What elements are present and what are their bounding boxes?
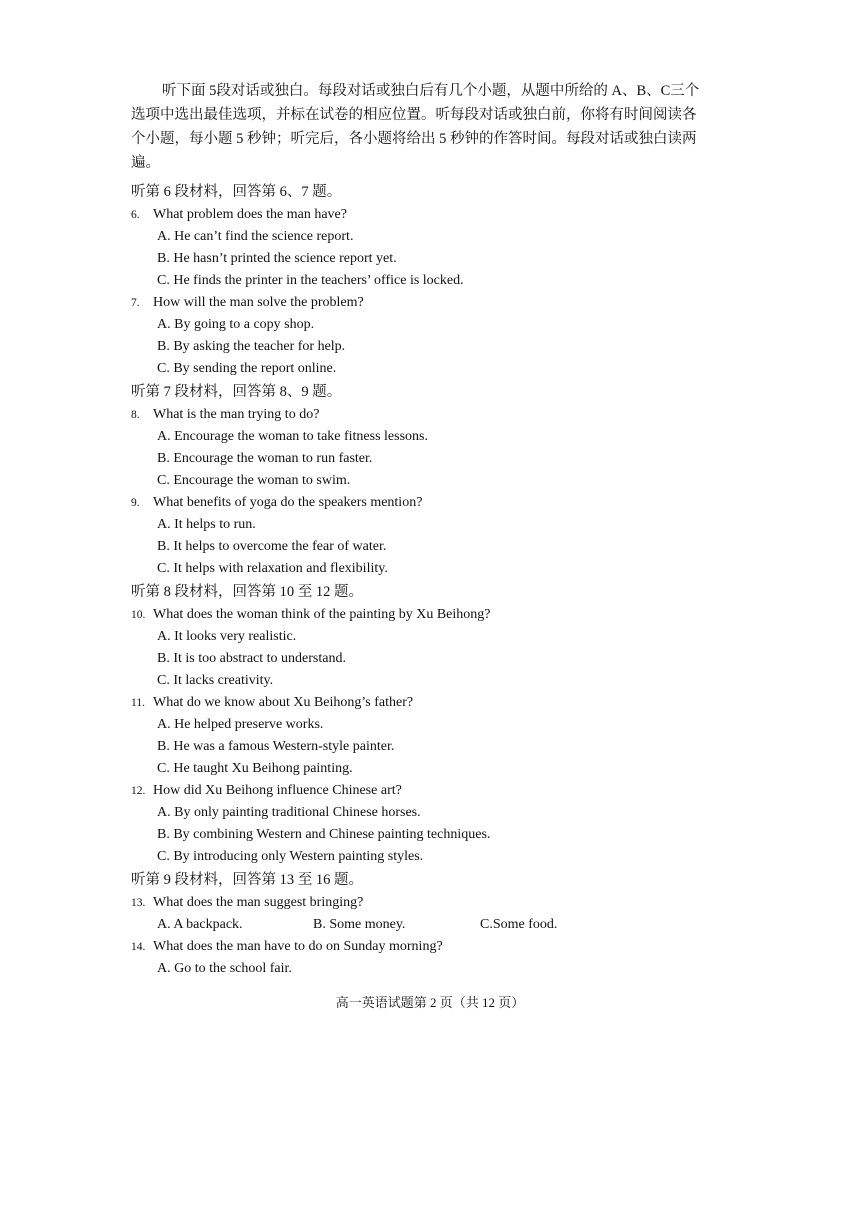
option: A. It looks very realistic. bbox=[157, 629, 297, 644]
section-heading: 听第 6 段材料，回答第 6、7 题。 bbox=[131, 184, 342, 200]
option: A. He helped preserve works. bbox=[157, 717, 324, 732]
question-text: What does the man have to do on Sunday morning? bbox=[153, 939, 443, 954]
question-text: How will the man solve the problem? bbox=[153, 295, 364, 310]
instructions-line: 听下面 5段对话或独白。每段对话或独白后有几个小题，从题中所给的 A、B、C三个 bbox=[162, 83, 700, 99]
question-13 bbox=[131, 892, 771, 914]
question-number: 11. bbox=[131, 697, 145, 709]
question-text: How did Xu Beihong influence Chinese art? bbox=[153, 783, 402, 798]
instructions-line: 选项中选出最佳选项，并标在试卷的相应位置。听每段对话或独白前，你将有时间阅读各 bbox=[131, 107, 697, 123]
option: B. It is too abstract to understand. bbox=[157, 651, 346, 666]
question-12 bbox=[131, 780, 771, 802]
question-10 bbox=[131, 604, 771, 626]
question-8 bbox=[131, 404, 771, 426]
question-6 bbox=[131, 204, 771, 226]
question-11 bbox=[131, 692, 771, 714]
option: B. He hasn’t printed the science report yet. bbox=[157, 251, 397, 266]
option: A. Go to the school fair. bbox=[157, 961, 292, 976]
question-text: What do we know about Xu Beihong’s father? bbox=[153, 695, 414, 710]
option: A. He can’t find the science report. bbox=[157, 229, 354, 244]
question-7 bbox=[131, 292, 771, 314]
question-14 bbox=[131, 936, 771, 958]
option: B. Some money. bbox=[313, 917, 406, 932]
section-heading: 听第 9 段材料，回答第 13 至 16 题。 bbox=[131, 872, 363, 888]
option: A. By only painting traditional Chinese horses. bbox=[157, 805, 421, 820]
option: C. It helps with relaxation and flexibility. bbox=[157, 561, 388, 576]
option: B. By combining Western and Chinese painting techniques. bbox=[157, 827, 491, 842]
option: C. It lacks creativity. bbox=[157, 673, 274, 688]
question-text: What problem does the man have? bbox=[153, 207, 347, 222]
question-text: What benefits of yoga do the speakers mention? bbox=[153, 495, 423, 510]
instructions-paragraph bbox=[131, 79, 731, 175]
question-number: 7. bbox=[131, 297, 140, 309]
question-number: 13. bbox=[131, 897, 146, 909]
page-footer: 高一英语试题第 2 页（共 12 页） bbox=[335, 995, 525, 1010]
section-heading: 听第 7 段材料，回答第 8、9 题。 bbox=[131, 384, 342, 400]
question-number: 6. bbox=[131, 209, 140, 221]
option: B. Encourage the woman to run faster. bbox=[157, 451, 373, 466]
instructions-line: 个小题，每小题 5 秒钟；听完后，各小题将给出 5 秒钟的作答时间。每段对话或独白读两 bbox=[131, 131, 697, 147]
option: C. Encourage the woman to swim. bbox=[157, 473, 351, 488]
instructions-line: 遍。 bbox=[131, 155, 160, 171]
option: C. By introducing only Western painting styles. bbox=[157, 849, 424, 864]
question-text: What does the woman think of the painting by Xu Beihong? bbox=[153, 607, 491, 622]
option: B. By asking the teacher for help. bbox=[157, 339, 346, 354]
option: A. A backpack. bbox=[157, 917, 243, 932]
option: A. By going to a copy shop. bbox=[157, 317, 315, 332]
question-text: What does the man suggest bringing? bbox=[153, 895, 364, 910]
option: B. It helps to overcome the fear of water. bbox=[157, 539, 387, 554]
question-number: 9. bbox=[131, 497, 140, 509]
option: C. He finds the printer in the teachers’ office is locked. bbox=[157, 273, 464, 288]
question-9 bbox=[131, 492, 771, 514]
question-number: 8. bbox=[131, 409, 140, 421]
section-heading: 听第 8 段材料，回答第 10 至 12 题。 bbox=[131, 584, 363, 600]
option: A. It helps to run. bbox=[157, 517, 256, 532]
inline-options-row bbox=[131, 914, 771, 936]
option: C.Some food. bbox=[480, 917, 558, 932]
question-text: What is the man trying to do? bbox=[153, 407, 320, 422]
option: A. Encourage the woman to take fitness lessons. bbox=[157, 429, 428, 444]
option: B. He was a famous Western-style painter. bbox=[157, 739, 395, 754]
questions-content bbox=[131, 180, 771, 980]
question-number: 10. bbox=[131, 609, 146, 621]
option: C. By sending the report online. bbox=[157, 361, 337, 376]
question-number: 12. bbox=[131, 785, 146, 797]
question-number: 14. bbox=[131, 941, 146, 953]
option: C. He taught Xu Beihong painting. bbox=[157, 761, 353, 776]
